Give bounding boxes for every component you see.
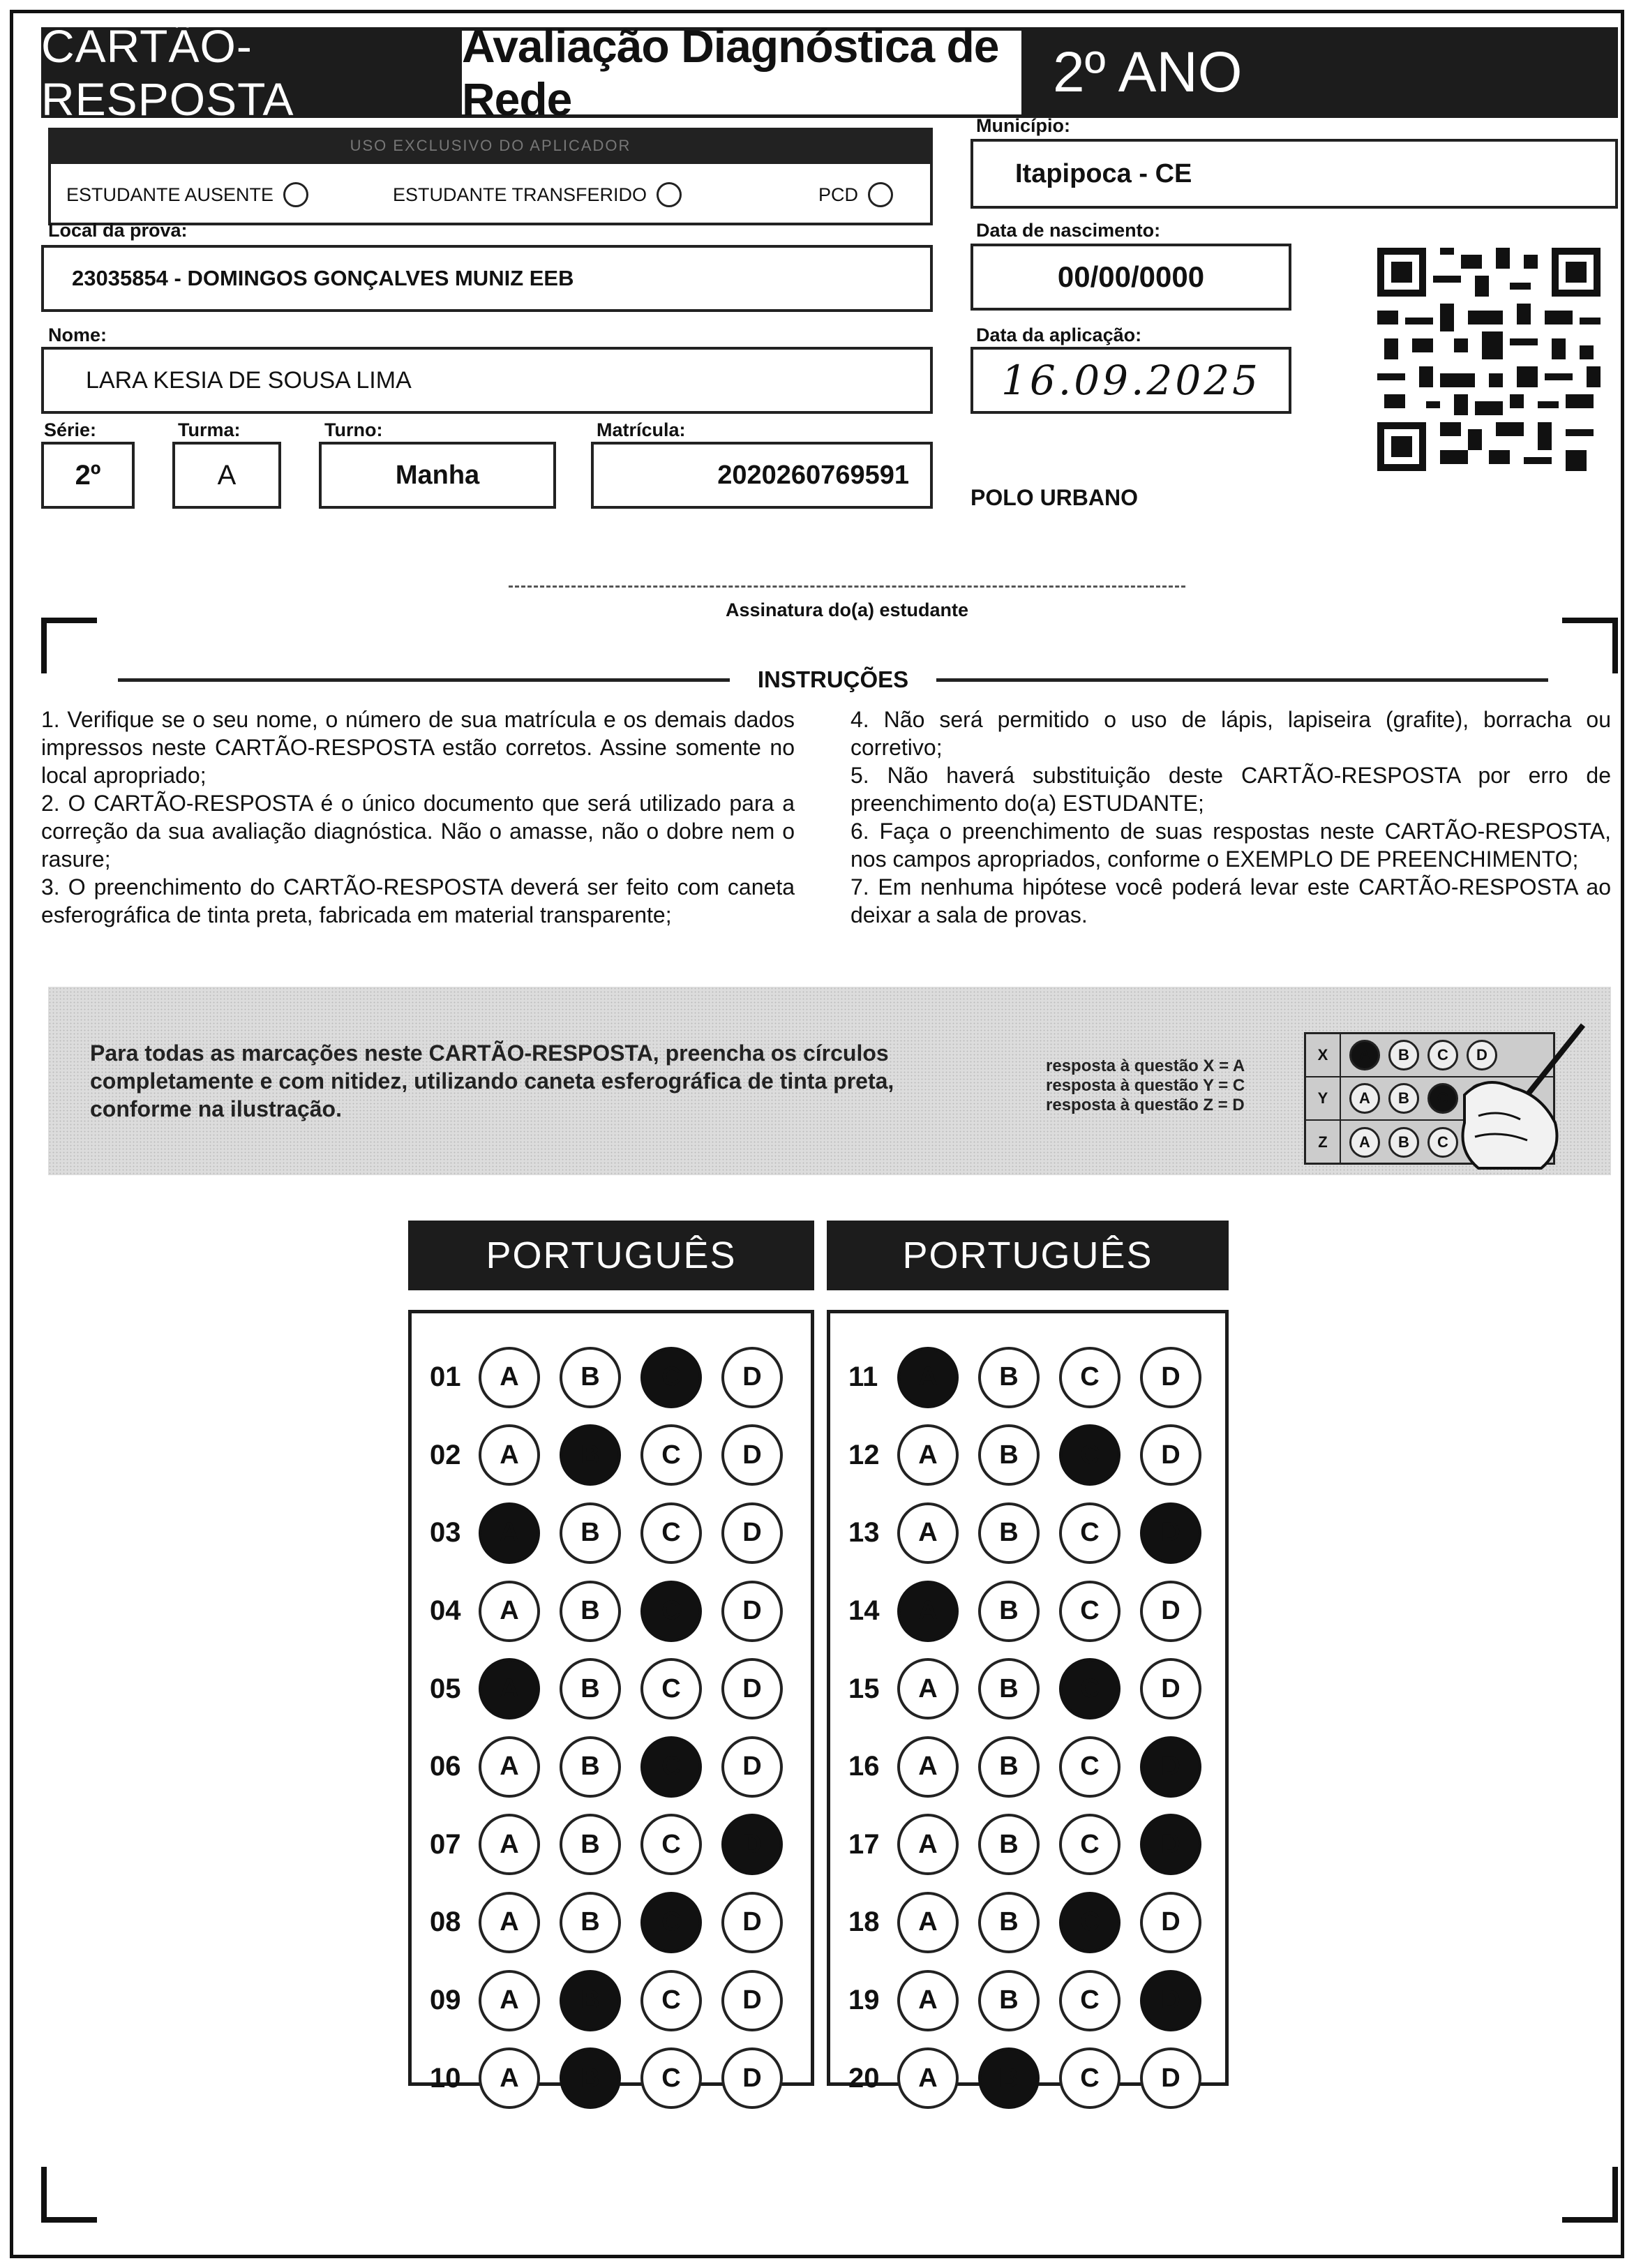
- answer-bubble-b[interactable]: B: [978, 1814, 1040, 1875]
- question-row: [412, 1417, 811, 1495]
- answer-bubble-b[interactable]: B: [560, 1892, 621, 1953]
- answer-bubble-b[interactable]: B: [978, 1581, 1040, 1642]
- subject-header-2: PORTUGUÊS: [827, 1221, 1229, 1290]
- question-number: 16: [848, 1751, 880, 1782]
- answer-bubble-b[interactable]: B: [978, 1970, 1040, 2031]
- question-row: [412, 1962, 811, 2040]
- transferred-option[interactable]: [393, 182, 682, 207]
- corner-mark-bottom-left: [41, 2167, 97, 2223]
- answer-grid-2: [827, 1310, 1229, 2094]
- example-bubble-c: C: [1427, 1083, 1458, 1114]
- question-number: 05: [430, 1673, 461, 1704]
- example-bubble-a: A: [1349, 1040, 1380, 1070]
- question-row: [830, 1806, 1225, 1884]
- answer-bubble-a[interactable]: A: [897, 1658, 959, 1719]
- answer-bubble-a[interactable]: A: [897, 1347, 959, 1408]
- instruction-item: 4. Não será permitido o uso de lápis, lapiseira (grafite), borracha ou corretivo;: [850, 707, 1611, 760]
- answer-bubble-d[interactable]: D: [721, 1502, 783, 1564]
- example-legend: [1046, 1057, 1245, 1115]
- question-number: 15: [848, 1673, 880, 1704]
- question-row: [830, 1883, 1225, 1962]
- answer-bubble-c[interactable]: C: [1059, 1424, 1120, 1486]
- answer-bubble-d[interactable]: D: [721, 1581, 783, 1642]
- answer-bubble-c[interactable]: C: [640, 1347, 702, 1408]
- answer-bubble-d[interactable]: D: [721, 1424, 783, 1486]
- question-number: 18: [848, 1907, 880, 1938]
- signature-line[interactable]: [509, 585, 1185, 588]
- question-row: [830, 1962, 1225, 2040]
- question-number: 14: [848, 1595, 880, 1627]
- question-number: 11: [848, 1361, 878, 1393]
- answer-bubble-d[interactable]: D: [721, 1814, 783, 1875]
- pcd-circle[interactable]: [868, 182, 893, 207]
- answer-bubble-a[interactable]: A: [479, 1970, 540, 2031]
- question-row: [412, 1883, 811, 1962]
- answer-bubble-c[interactable]: C: [1059, 1347, 1120, 1408]
- answer-bubble-c[interactable]: C: [1059, 1658, 1120, 1719]
- answer-bubble-b[interactable]: B: [978, 1736, 1040, 1798]
- local-label: Local da prova:: [48, 220, 188, 241]
- answer-bubble-d[interactable]: D: [721, 1347, 783, 1408]
- question-number: 13: [848, 1517, 880, 1549]
- question-number: 02: [430, 1439, 461, 1470]
- answer-bubble-a[interactable]: A: [479, 1502, 540, 1564]
- answer-bubble-a[interactable]: A: [897, 1424, 959, 1486]
- instructions-header: [118, 666, 1548, 694]
- answer-bubble-b[interactable]: B: [560, 1502, 621, 1564]
- answer-bubble-b[interactable]: B: [978, 1892, 1040, 1953]
- card-title: CARTÃO-RESPOSTA: [41, 27, 458, 118]
- question-row: [412, 1572, 811, 1650]
- answer-bubble-a[interactable]: A: [479, 1736, 540, 1798]
- serie-value: 2º: [75, 459, 101, 491]
- instruction-item: 1. Verifique se o seu nome, o número de sua matrícula e os demais dados impressos neste CARTÃO-RESPOSTA estão corretos. Assine somente no local apropriado;: [41, 707, 795, 788]
- answer-bubble-b[interactable]: B: [560, 2047, 621, 2109]
- local-value: 23035854 - DOMINGOS GONÇALVES MUNIZ EEB: [72, 266, 574, 290]
- application-date-label: Data da aplicação:: [976, 324, 1142, 345]
- question-number: 07: [430, 1828, 461, 1860]
- answer-bubble-c[interactable]: C: [640, 1892, 702, 1953]
- answer-bubble-d[interactable]: D: [1140, 1970, 1201, 2031]
- answer-bubble-c[interactable]: C: [1059, 2047, 1120, 2109]
- nome-label: Nome:: [48, 324, 107, 345]
- answer-bubble-b[interactable]: B: [560, 1814, 621, 1875]
- answer-bubble-c[interactable]: C: [640, 1814, 702, 1875]
- subject-header-1: PORTUGUÊS: [408, 1221, 814, 1290]
- municipio-value: Itapipoca - CE: [1015, 158, 1192, 188]
- answer-bubble-b[interactable]: B: [560, 1970, 621, 2031]
- question-number: 17: [848, 1828, 880, 1860]
- serie-label: Série:: [44, 419, 97, 440]
- question-row: [830, 1728, 1225, 1806]
- applicator-header: USO EXCLUSIVO DO APLICADOR: [48, 128, 933, 164]
- answer-bubble-d[interactable]: D: [721, 1892, 783, 1953]
- question-row: [830, 1650, 1225, 1728]
- example-row-label: Y: [1306, 1077, 1341, 1119]
- question-row: [830, 2039, 1225, 2117]
- answer-bubble-a[interactable]: A: [897, 1814, 959, 1875]
- matricula-label: Matrícula:: [597, 419, 686, 440]
- answer-bubble-c[interactable]: C: [1059, 1814, 1120, 1875]
- instruction-item: 2. O CARTÃO-RESPOSTA é o único documento que será utilizado para a correção da sua avaliação diagnóstica. Não o amasse, não o dobre nem o rasure;: [41, 791, 795, 872]
- answer-bubble-a[interactable]: A: [479, 1347, 540, 1408]
- question-number: 06: [430, 1751, 461, 1782]
- answer-bubble-a[interactable]: A: [479, 2047, 540, 2109]
- answer-bubble-c[interactable]: C: [1059, 1970, 1120, 2031]
- transferred-label: ESTUDANTE TRANSFERIDO: [393, 184, 647, 205]
- question-number: 03: [430, 1517, 461, 1549]
- question-row: [412, 1806, 811, 1884]
- example-legend-item: resposta à questão X = A: [1046, 1057, 1245, 1075]
- application-date-field[interactable]: [970, 347, 1291, 414]
- question-number: 01: [430, 1361, 461, 1393]
- turma-value: A: [217, 459, 237, 491]
- answer-bubble-b[interactable]: B: [560, 1424, 621, 1486]
- answer-bubble-d[interactable]: D: [1140, 1736, 1201, 1798]
- answer-bubble-a[interactable]: A: [897, 1502, 959, 1564]
- serie-field[interactable]: [41, 442, 135, 509]
- answer-bubble-c[interactable]: C: [640, 1581, 702, 1642]
- answer-bubble-b[interactable]: B: [978, 1502, 1040, 1564]
- instruction-item: 7. Em nenhuma hipótese você poderá levar este CARTÃO-RESPOSTA ao deixar a sala de provas.: [850, 874, 1611, 927]
- answer-sheet: [10, 10, 1624, 2258]
- example-legend-item: resposta à questão Y = C: [1046, 1076, 1245, 1095]
- question-number: 08: [430, 1907, 461, 1938]
- answer-bubble-c[interactable]: C: [1059, 1736, 1120, 1798]
- turno-field[interactable]: [319, 442, 556, 509]
- example-row-label: X: [1306, 1034, 1341, 1076]
- answer-bubble-d[interactable]: D: [1140, 1347, 1201, 1408]
- turma-label: Turma:: [178, 419, 241, 440]
- pcd-label: PCD: [818, 184, 859, 205]
- instructions-title: INSTRUÇÕES: [757, 666, 909, 692]
- question-number: 19: [848, 1985, 880, 2016]
- example-bubble-b: B: [1388, 1127, 1419, 1158]
- turno-value: Manha: [395, 460, 480, 490]
- answer-bubble-a[interactable]: A: [479, 1424, 540, 1486]
- answer-bubble-a[interactable]: A: [897, 1581, 959, 1642]
- answer-bubble-d[interactable]: D: [1140, 1892, 1201, 1953]
- answer-bubble-a[interactable]: A: [479, 1892, 540, 1953]
- instructions-left: [41, 706, 795, 929]
- instruction-item: 5. Não haverá substituição deste CARTÃO-RESPOSTA por erro de preenchimento do(a) ESTUDANTE;: [850, 763, 1611, 816]
- answer-bubble-a[interactable]: A: [897, 1892, 959, 1953]
- answer-bubble-d[interactable]: D: [721, 1658, 783, 1719]
- pcd-option[interactable]: [818, 182, 893, 207]
- corner-mark-bottom-right: [1562, 2167, 1618, 2223]
- polo-label: POLO URBANO: [970, 485, 1138, 510]
- instruction-item: 6. Faça o preenchimento de suas respostas neste CARTÃO-RESPOSTA, nos campos apropriados, conforme o EXEMPLO DE PREENCHIMENTO;: [850, 819, 1611, 872]
- answer-bubble-d[interactable]: D: [1140, 2047, 1201, 2109]
- answer-bubble-d[interactable]: D: [721, 1970, 783, 2031]
- answer-bubble-d[interactable]: D: [721, 1736, 783, 1798]
- question-row: [412, 1650, 811, 1728]
- answer-bubble-a[interactable]: A: [897, 1970, 959, 2031]
- matricula-value: 2020260769591: [717, 460, 909, 490]
- answer-bubble-c[interactable]: C: [640, 1424, 702, 1486]
- instruction-item: 3. O preenchimento do CARTÃO-RESPOSTA deverá ser feito com caneta esferográfica de tinta preta, fabricada em material transparente;: [41, 874, 795, 927]
- example-bubble-d: D: [1467, 1040, 1497, 1070]
- answer-bubble-d[interactable]: D: [1140, 1814, 1201, 1875]
- example-bubble-c: C: [1427, 1040, 1458, 1070]
- answer-bubble-a[interactable]: A: [479, 1658, 540, 1719]
- absent-label: ESTUDANTE AUSENTE: [66, 184, 274, 205]
- birth-field[interactable]: [970, 244, 1291, 311]
- answer-bubble-a[interactable]: A: [897, 2047, 959, 2109]
- applicator-box: [48, 163, 933, 225]
- example-row-label: Z: [1306, 1121, 1341, 1164]
- turma-field[interactable]: [172, 442, 281, 509]
- answer-bubble-c[interactable]: C: [640, 1502, 702, 1564]
- question-number: 20: [848, 2062, 880, 2094]
- filling-example: [48, 987, 1611, 1175]
- absent-option[interactable]: [66, 182, 308, 207]
- question-number: 10: [430, 2062, 461, 2094]
- question-row: [830, 1494, 1225, 1572]
- birth-label: Data de nascimento:: [976, 220, 1161, 241]
- answer-bubble-d[interactable]: D: [1140, 1502, 1201, 1564]
- example-bubble-b: B: [1388, 1040, 1419, 1070]
- answer-bubble-c[interactable]: C: [640, 1658, 702, 1719]
- example-bubble-b: B: [1388, 1083, 1419, 1114]
- answer-bubble-b[interactable]: B: [978, 1658, 1040, 1719]
- answer-bubble-d[interactable]: D: [1140, 1581, 1201, 1642]
- local-field[interactable]: [41, 245, 933, 312]
- answer-bubble-b[interactable]: B: [560, 1736, 621, 1798]
- answer-grid-1: [408, 1310, 814, 2094]
- answer-bubble-d[interactable]: D: [721, 2047, 783, 2109]
- municipio-label: Município:: [976, 115, 1070, 136]
- answer-bubble-a[interactable]: A: [479, 1814, 540, 1875]
- absent-circle[interactable]: [283, 182, 308, 207]
- example-legend-item: resposta à questão Z = D: [1046, 1096, 1245, 1114]
- assessment-title: Avaliação Diagnóstica de Rede: [458, 27, 1025, 118]
- answer-bubble-b[interactable]: B: [560, 1581, 621, 1642]
- answer-bubble-a[interactable]: A: [479, 1581, 540, 1642]
- answer-bubble-b[interactable]: B: [978, 1424, 1040, 1486]
- matricula-field[interactable]: [591, 442, 933, 509]
- question-row: [830, 1417, 1225, 1495]
- answer-bubble-c[interactable]: C: [640, 2047, 702, 2109]
- hand-pen-icon: [1437, 1011, 1604, 1179]
- answer-bubble-c[interactable]: C: [1059, 1581, 1120, 1642]
- qr-code: [1370, 241, 1607, 478]
- instructions-right: [850, 706, 1611, 929]
- nome-field[interactable]: [41, 347, 933, 414]
- question-row: [412, 2039, 811, 2117]
- answer-bubble-c[interactable]: C: [1059, 1502, 1120, 1564]
- question-row: [412, 1728, 811, 1806]
- grade-title: 2º ANO: [1025, 27, 1618, 118]
- answer-bubble-b[interactable]: B: [978, 2047, 1040, 2109]
- answer-bubble-b[interactable]: B: [560, 1347, 621, 1408]
- question-number: 04: [430, 1595, 461, 1627]
- answer-bubble-d[interactable]: D: [1140, 1658, 1201, 1719]
- example-bubble-c: C: [1427, 1127, 1458, 1158]
- answer-bubble-d[interactable]: D: [1140, 1424, 1201, 1486]
- question-row: [412, 1338, 811, 1417]
- question-number: 09: [430, 1985, 461, 2016]
- answer-bubble-c[interactable]: C: [1059, 1892, 1120, 1953]
- turno-label: Turno:: [324, 419, 383, 440]
- municipio-field[interactable]: [970, 139, 1618, 209]
- example-text: Para todas as marcações neste CARTÃO-RESPOSTA, preencha os círculos completamente e com nitidez, utilizando caneta esferográfica de tinta preta, conforme na ilustração.: [90, 1040, 894, 1121]
- nome-value: LARA KESIA DE SOUSA LIMA: [86, 366, 412, 394]
- answer-bubble-a[interactable]: A: [897, 1736, 959, 1798]
- birth-value: 00/00/0000: [1057, 260, 1205, 293]
- application-date-value: 16.09.2025: [1000, 357, 1261, 404]
- corner-mark-top-left: [41, 618, 97, 673]
- question-row: [412, 1494, 811, 1572]
- question-number: 12: [848, 1439, 880, 1470]
- answer-bubble-c[interactable]: C: [640, 1970, 702, 2031]
- answer-bubble-b[interactable]: B: [978, 1347, 1040, 1408]
- signature-label: Assinatura do(a) estudante: [725, 599, 969, 620]
- transferred-circle[interactable]: [657, 182, 682, 207]
- question-row: [830, 1338, 1225, 1417]
- question-row: [830, 1572, 1225, 1650]
- corner-mark-top-right: [1562, 618, 1618, 673]
- example-bubble-a: A: [1349, 1083, 1380, 1114]
- example-bubble-a: A: [1349, 1127, 1380, 1158]
- answer-bubble-c[interactable]: C: [640, 1736, 702, 1798]
- answer-bubble-b[interactable]: B: [560, 1658, 621, 1719]
